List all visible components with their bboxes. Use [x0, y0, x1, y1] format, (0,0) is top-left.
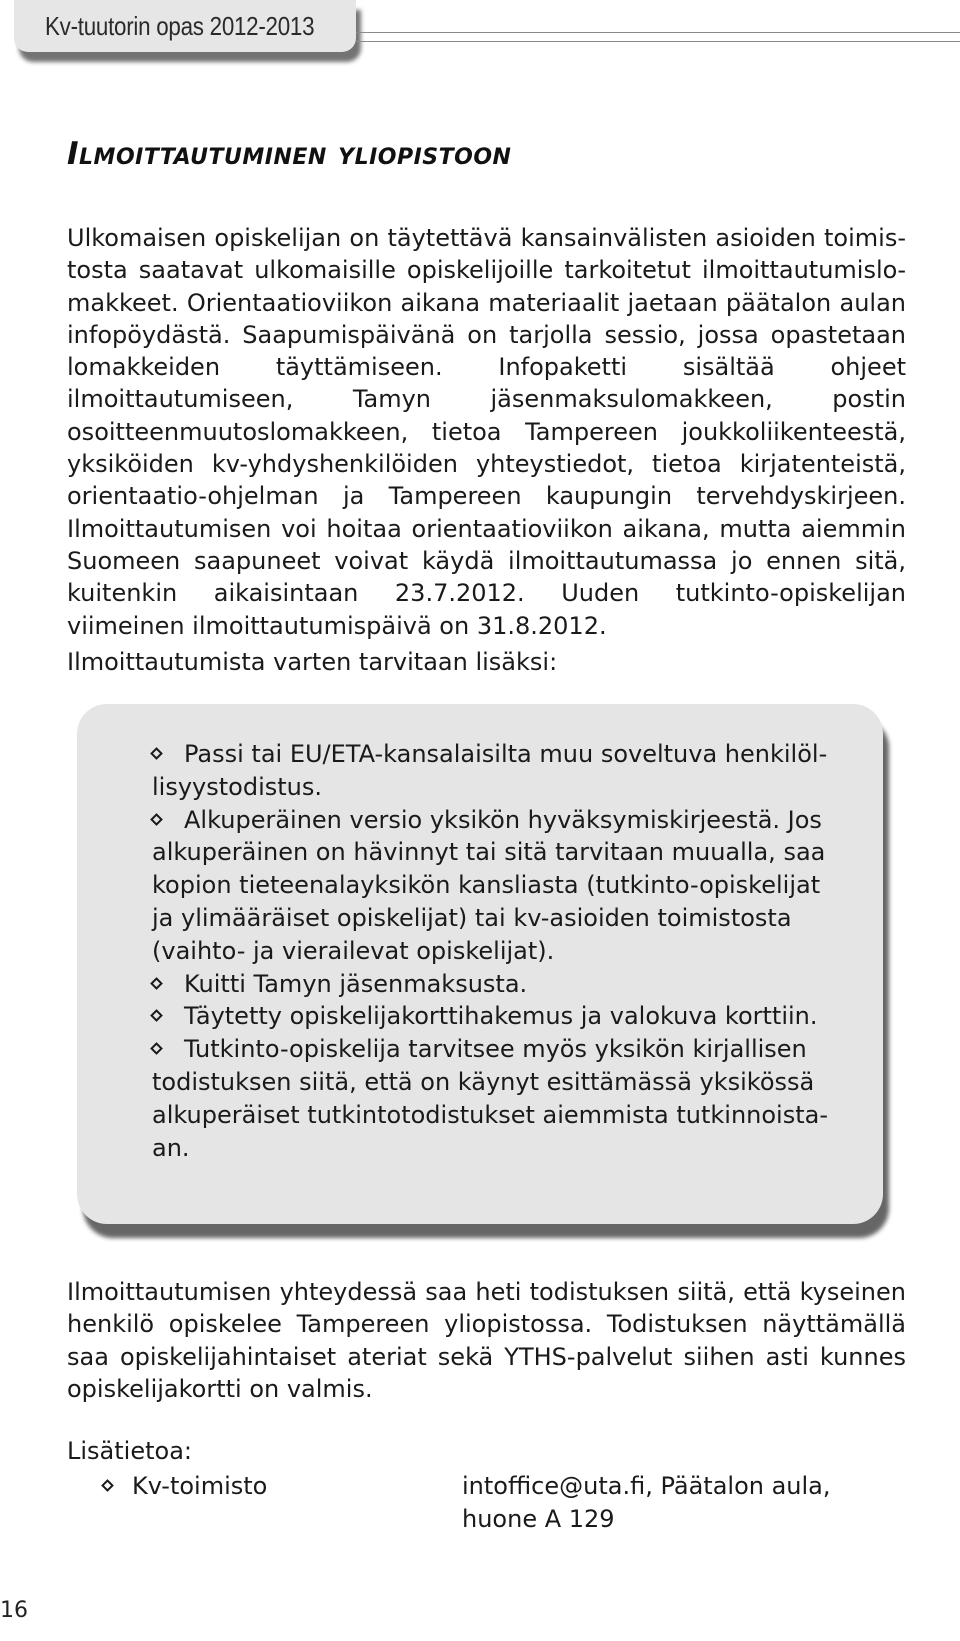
requirements-label: Ilmoittautumista varten tarvitaan lisäksi:: [67, 648, 558, 676]
requirement-text: Kuitti Tamyn jäsenmaksusta.: [184, 969, 528, 998]
header-title: Kv-tuutorin opas 2012-2013: [45, 10, 315, 41]
requirement-text: Passi tai EU/ETA-kansalaisilta muu soveltuva henkilöllisyystodistus.: [152, 740, 828, 801]
diamond-bullet-icon: [101, 1479, 114, 1492]
header-tab: [14, 0, 356, 52]
requirement-text: Alkuperäinen versio yksikön hyväksymiskirjeestä. Jos alkuperäinen on hävinnyt tai sitä tarvitaan muualla, saa kopion tieteenalayksikön kansliasta (tutkinto-opiskelijat ja ylimääräiset opiskelijat) tai kv-asioiden toimistosta (vaihto- ja vierailevat opiskelijat).: [152, 805, 826, 965]
header-rule: [356, 32, 960, 42]
requirements-list: [152, 738, 842, 1164]
requirement-text: Tutkinto-opiskelija tarvitsee myös yksikön kirjallisen todistuksen siitä, että on käynyt esittämässä yksikössä alkuperäiset tutkintotodistukset aiemmista tutkinnoistaan.: [152, 1035, 829, 1162]
section-heading: Ilmoittautuminen yliopistoon: [67, 136, 512, 172]
list-item: [152, 738, 842, 804]
requirement-text: Täytetty opiskelijakorttihakemus ja valokuva korttiin.: [184, 1002, 818, 1031]
intro-paragraph: Ulkomaisen opiskelijan on täytettävä kansainvälisten asioiden toimistosta saatavat ulkomaisille opiskelijoille tarkoitetut ilmoittautumislomakkeet. Orientaatioviikon aikana materiaalit jaetaan päätalon aulan infopöydästä. Saapumispäivänä on tarjolla sessio, jossa opastetaan lomakkeiden täyttämiseen. Infopaketti sisältää ohjeet ilmoittautumiseen, Tamyn jäsenmaksulomakkeen, postin osoitteenmuutoslomakkeen, tietoa Tampereen joukkoliikenteestä, yksiköiden kv-yhdyshenkilöiden yhteystiedot, tietoa kirjatenteistä, orientaatio-ohjelman ja Tampereen kaupungin tervehdyskirjeen. Ilmoittautumisen voi hoitaa orientaatioviikon aikana, mutta aiemmin Suomeen saapuneet voivat käydä ilmoittautumassa jo ennen sitä, kuitenkin aikaisintaan 23.7.2012. Uuden tutkinto-opiskelijan viimeinen ilmoittautumispäivä on 31.8.2012.: [67, 224, 906, 640]
page-number: 16: [0, 1598, 28, 1623]
list-item: [152, 1033, 842, 1164]
confirmation-paragraph: Ilmoittautumisen yhteydessä saa heti todistuksen siitä, että kyseinen henkilö opiskelee Tampereen yliopistossa. Todistuksen näyttämällä saa opiskelijahintaiset ateriat sekä YTHS-palvelut siihen asti kunnes opiskelijakortti on valmis.: [67, 1278, 906, 1403]
more-info-label: Lisätietoa:: [67, 1437, 192, 1465]
contact-detail: intoffice@uta.fi, Päätalon aula, huone A 129: [462, 1472, 831, 1533]
list-item: [152, 1000, 842, 1033]
list-item: [152, 804, 842, 968]
contact-name: Kv-toimisto: [132, 1472, 268, 1500]
list-item: [152, 968, 842, 1001]
